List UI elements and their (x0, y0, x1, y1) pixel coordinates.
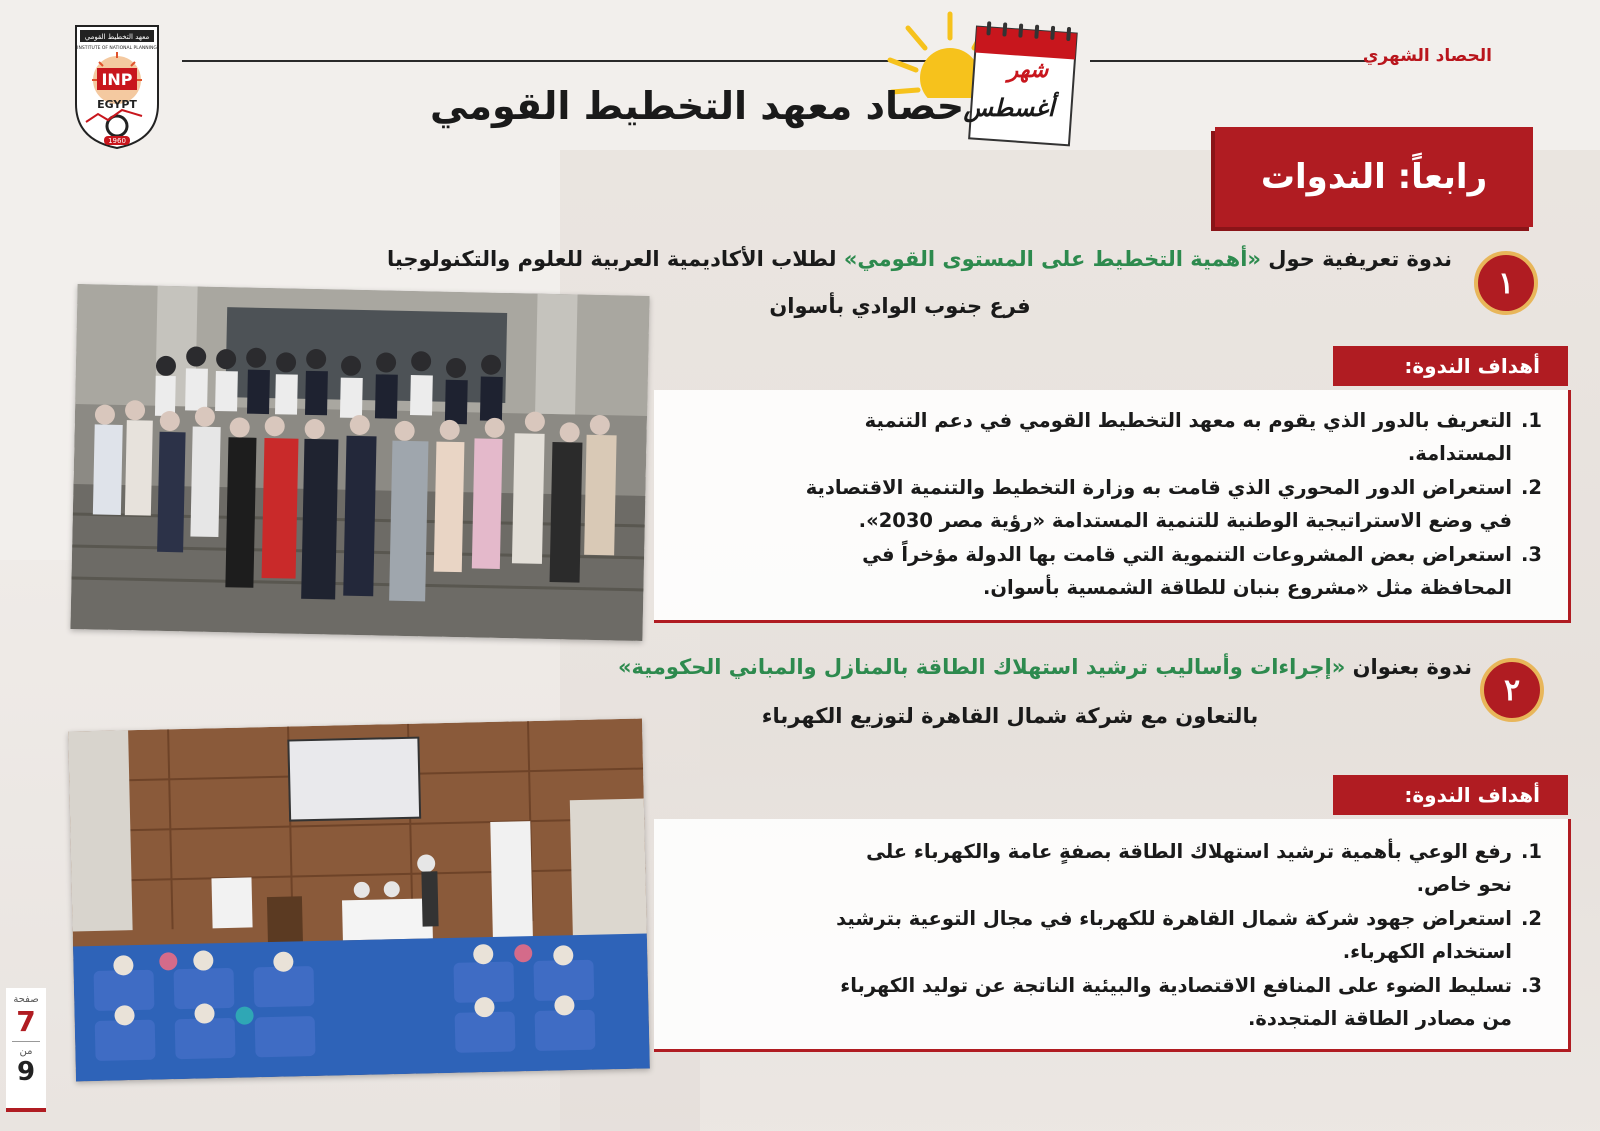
logo-year-text: 1960 (108, 137, 126, 145)
calendar-word: شهر (1007, 58, 1049, 83)
page-of-label: من (19, 1046, 33, 1057)
goal-text: تسليط الضوء على المنافع الاقتصادية والبيئية الناتجة عن توليد الكهرباء (840, 974, 1512, 997)
goal-number: 2. (1521, 907, 1542, 930)
seminar-1-goal-2 (802, 471, 1542, 537)
seminar-2-number: ٢ (1480, 658, 1544, 722)
goal-number: 1. (1521, 840, 1542, 863)
seminar-2-intro-prefix: ندوة بعنوان (1345, 655, 1472, 679)
goal-number: 3. (1521, 543, 1542, 566)
goal-text-continued: استخدام الكهرباء. (1342, 940, 1512, 963)
goal-vision-2030: «رؤية مصر 2030». (858, 509, 1046, 532)
logo-egypt-text: EGYPT (97, 98, 137, 111)
seminar-1-intro-line2: فرع جنوب الوادي بأسوان (769, 294, 1031, 318)
seminar-2-goal-1 (802, 835, 1542, 901)
logo-inp-text: INP (101, 70, 133, 89)
seminar-1-topic: «أهمية التخطيط على المستوى القومي» (843, 247, 1261, 271)
goal-text: استعراض بعض المشروعات التنموية التي قامت بها الدولة مؤخراً في (862, 543, 1512, 566)
page-current: 7 (16, 1005, 36, 1038)
page-total: 9 (16, 1057, 36, 1087)
seminar-1-intro-suffix: لطلاب الأكاديمية العربية للعلوم والتكنولوجيا (386, 247, 844, 271)
goal-text-continued: من مصادر الطاقة المتجددة. (1247, 1007, 1512, 1030)
seminar-1-intro-prefix: ندوة تعريفية حول (1260, 247, 1452, 271)
seminar-2-intro (618, 655, 1472, 679)
seminar-1-goal-1 (802, 404, 1542, 470)
seminar-1-goal-3 (802, 538, 1542, 604)
seminar-1-goals-heading: أهداف الندوة: (1333, 346, 1568, 386)
seminar-2-goals-heading: أهداف الندوة: (1333, 775, 1568, 815)
seminar-2-photo (68, 719, 650, 1082)
calendar-icon (965, 20, 1083, 150)
goal-number: 3. (1521, 974, 1542, 997)
monthly-harvest-label: الحصاد الشهري (1362, 46, 1492, 66)
seminar-2-intro-line2: بالتعاون مع شركة شمال القاهرة لتوزيع الكهرباء (761, 704, 1259, 728)
header-rule-left (182, 60, 957, 62)
goal-text-continued: المحافظة مثل «مشروع بنبان للطاقة الشمسية بأسوان. (982, 576, 1512, 599)
goal-text-continued: في وضع الاستراتيجية الوطنية للتنمية المستدامة (1045, 509, 1512, 532)
logo-english-text: INSTITUTE OF NATIONAL PLANNING (77, 46, 157, 51)
logo-arabic-text: معهد التخطيط القومي (84, 33, 150, 41)
seminar-1-number: ١ (1474, 251, 1538, 315)
goal-number: 2. (1521, 476, 1542, 499)
goal-text: التعريف بالدور الذي يقوم به معهد التخطيط القومي في دعم التنمية (864, 409, 1512, 432)
goal-text: استعراض جهود شركة شمال القاهرة للكهرباء في مجال التوعية بترشيد (836, 907, 1512, 930)
goal-text: رفع الوعي بأهمية ترشيد استهلاك الطاقة بصفةٍ عامة والكهرباء على (866, 840, 1512, 863)
seminar-2-goal-2 (802, 902, 1542, 968)
page-label: صفحة (13, 994, 39, 1005)
seminar-1-intro (387, 247, 1452, 271)
page-indicator (6, 988, 46, 1112)
seminar-1-photo (70, 284, 649, 641)
inp-logo (72, 22, 162, 150)
page-title: حصاد معهد التخطيط القومي (430, 84, 965, 128)
section-title: رابعاً: الندوات (1260, 157, 1488, 197)
goal-text: استعراض الدور المحوري الذي قامت به وزارة التخطيط والتنمية الاقتصادية (805, 476, 1512, 499)
seminar-2-goal-3 (802, 969, 1542, 1035)
goal-text-continued: نحو خاص. (1416, 873, 1512, 896)
goal-text-continued: المستدامة. (1407, 442, 1512, 465)
header-rule-right (1090, 60, 1368, 62)
calendar-month: أغسطس (963, 94, 1055, 122)
seminar-2-topic: «إجراءات وأساليب ترشيد استهلاك الطاقة بالمنازل والمباني الحكومية» (617, 655, 1346, 679)
goal-number: 1. (1521, 409, 1542, 432)
